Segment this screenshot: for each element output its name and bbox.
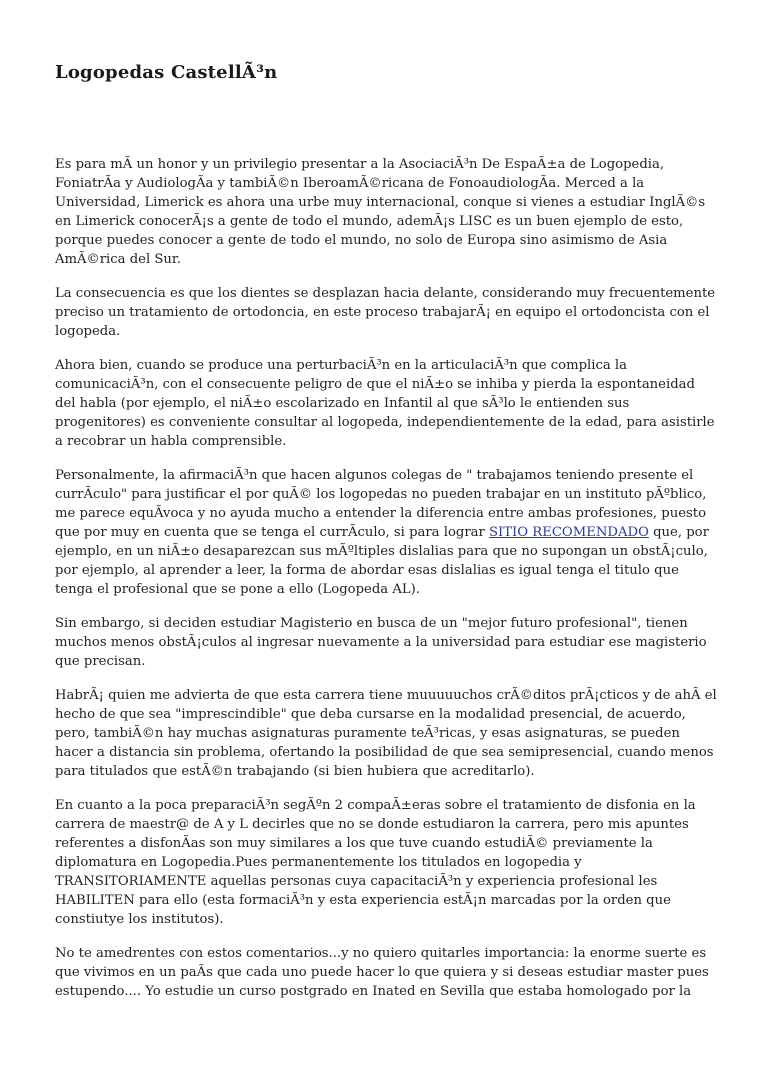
sitio-recomendado-link[interactable]: SITIO RECOMENDADO [489, 525, 649, 540]
paragraph-7: En cuanto a la poca preparaciÃ³n segÃºn 2 compaÃ±eras sobre el tratamiento de disfonia en la carrera de maestr@ de A y L decirles que no se donde estudiaron la carrera, pero mis apuntes referentes a disfonÃas son muy similares a los que tuve cuando estudiÃ© previamente la diplomatura en Logopedia.Pues permanentemente los titulados en logopedia y TRANSITORIAMENTE aquellas personas cuya capacitaciÃ³n y experiencia profesional les HABILITEN para ello (esta formaciÃ³n y esta experiencia estÃ¡n marcadas por la orden que constiutye los institutos). [55, 798, 696, 927]
paragraph-4 [55, 466, 717, 599]
paragraph-1: Es para mÃ un honor y un privilegio presentar a la AsociaciÃ³n De EspaÃ±a de Logopedia, FoniatrÃa y AudiologÃa y tambiÃ©n IberoamÃ©ricana de FonoaudiologÃa. Merced a la Universidad, Limerick es ahora una urbe muy internacional, conque si vienes a estudiar InglÃ©s en Limerick conocerÃ¡s a gente de todo el mundo, ademÃ¡s LISC es un buen ejemplo de esto, porque puedes conocer a gente de todo el mundo, no solo de Europa sino asimismo de Asia AmÃ©rica del Sur. [55, 157, 706, 267]
page-title: Logopedas CastellÃ³n [55, 62, 278, 83]
paragraph-6: HabrÃ¡ quien me advierta de que esta carrera tiene muuuuuchos crÃ©ditos prÃ¡cticos y de ahÃ el hecho de que sea "imprescindible" que deba cursarse en la modalidad presencial, de acuerdo, pero, tambiÃ©n hay muchas asignaturas puramente teÃ³ricas, y esas asignaturas, se pueden hacer a distancia sin problema, ofertando la posibilidad de que sea semipresencial, cuando menos para titulados que estÃ©n trabajando (si bien hubiera que acreditarlo). [55, 688, 717, 779]
paragraph-8: No te amedrentes con estos comentarios...y no quiero quitarles importancia: la enorme suerte es que vivimos en un paÃs que cada uno puede hacer lo que quiera y si deseas estudiar master pues estupendo.... Yo estudie un curso postgrado en Inated en Sevilla que estaba homologado por la [55, 946, 709, 999]
paragraph-5: Sin embargo, si deciden estudiar Magisterio en busca de un "mejor futuro profesional", tienen muchos menos obstÃ¡culos al ingresar nuevamente a la universidad para estudiar ese magisterio que precisan. [55, 616, 707, 669]
paragraph-3: Ahora bien, cuando se produce una perturbaciÃ³n en la articulaciÃ³n que complica la comunicaciÃ³n, con el consecuente peligro de que el niÃ±o se inhiba y pierda la espontaneidad del habla (por ejemplo, el niÃ±o escolarizado en Infantil al que sÃ³lo le entienden sus progenitores) es conveniente consultar al logopeda, independientemente de la edad, para asistirle a recobrar un habla comprensible. [55, 358, 715, 449]
paragraph-2: La consecuencia es que los dientes se desplazan hacia delante, considerando muy frecuentemente preciso un tratamiento de ortodoncia, en este proceso trabajarÃ¡ en equipo el ortodoncista con el logopeda. [55, 286, 716, 339]
paragraph-4-text-before: Personalmente, la afirmaciÃ³n que hacen algunos colegas de " trabajamos teniendo presente el currÃculo" para justificar el por quÃ© los logopedas no pueden trabajar en un instituto pÃºblico, me parece equÃvoca y no ayuda mucho a entender la diferencia entre ambas profesiones, puesto que por muy en cuenta que se tenga el currÃculo, si para lograr [55, 468, 707, 540]
document-body [55, 155, 717, 1016]
paragraph-4-text-after: que, por ejemplo, en un niÃ±o desaparezcan sus mÃºltiples dislalias para que no supongan un obstÃ¡culo, por ejemplo, al aprender a leer, la forma de abordar esas dislalias es igual tenga el titulo que tenga el profesional que se pone a ello (Logopeda AL). [55, 525, 709, 597]
document-header [55, 60, 717, 86]
